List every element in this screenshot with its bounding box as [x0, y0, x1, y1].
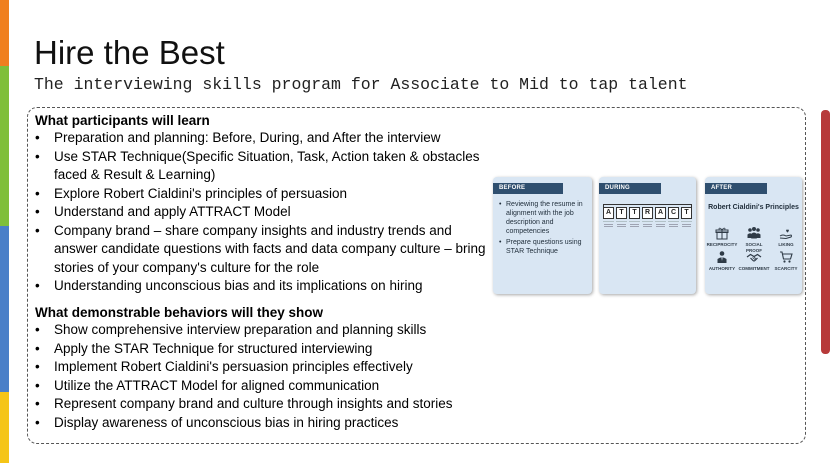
after-card[interactable]: [705, 177, 802, 294]
list-item: • Display awareness of unconscious bias in hiring practices: [35, 414, 490, 433]
after-card-tab: AFTER: [705, 183, 767, 194]
list-item: • Use STAR Technique(Specific Situation, Task, Action taken & obstacles faced & Result & Learning): [35, 148, 490, 185]
attract-caption-placeholder: [668, 221, 679, 232]
list-item: • Prepare questions using STAR Technique: [499, 238, 587, 256]
gift-icon: [714, 225, 730, 241]
learn-list: [35, 129, 490, 296]
like-hand-icon: [778, 225, 794, 241]
before-card[interactable]: [493, 177, 592, 294]
attract-caption-placeholder: [629, 221, 640, 232]
during-card[interactable]: [599, 177, 696, 294]
left-bar-yellow: [0, 392, 9, 463]
behaviors-list: [35, 321, 490, 432]
list-item: • Show comprehensive interview preparation and planning skills: [35, 321, 490, 340]
list-item: • Understand and apply ATTRACT Model: [35, 203, 490, 222]
behaviors-heading: What demonstrable behaviors will they show: [35, 305, 324, 320]
handshake-icon: [746, 249, 762, 265]
cart-icon: [778, 249, 794, 265]
attract-caption-placeholder: [603, 221, 614, 232]
principle-label: RECIPROCITY: [706, 242, 738, 247]
attract-caption-placeholder: [616, 221, 627, 232]
attract-caption-placeholder: [681, 221, 692, 232]
principle-commitment: [738, 249, 770, 272]
principle-label: AUTHORITY: [708, 266, 736, 271]
attract-letter: A: [655, 207, 666, 219]
slide-subtitle[interactable]: The interviewing skills program for Associate to Mid to tap talent: [34, 75, 688, 94]
left-bar-green: [0, 66, 9, 226]
before-card-tab: BEFORE: [493, 183, 563, 194]
left-bar-blue: [0, 226, 9, 392]
left-bar-orange: [0, 0, 9, 66]
attract-letter: R: [642, 207, 653, 219]
attract-letter: C: [668, 207, 679, 219]
list-item: • Represent company brand and culture through insights and stories: [35, 395, 490, 414]
cialdini-principles-title: Robert Cialdini's Principles: [708, 204, 799, 211]
attract-model-diagram: [603, 207, 692, 237]
list-item: • Understanding unconscious bias and its implications on hiring: [35, 277, 490, 296]
principle-label: LIKING: [778, 242, 794, 247]
authority-person-icon: [714, 249, 730, 265]
list-item: • Utilize the ATTRACT Model for aligned communication: [35, 377, 490, 396]
principle-authority: [706, 249, 738, 272]
attract-letter: A: [603, 207, 614, 219]
vertical-scrollbar-thumb[interactable]: [821, 110, 830, 354]
slide-title[interactable]: Hire the Best: [34, 34, 225, 71]
list-item: • Implement Robert Cialdini's persuasion principles effectively: [35, 358, 490, 377]
attract-caption-placeholder: [642, 221, 653, 232]
before-card-list: [499, 200, 587, 258]
learn-heading: What participants will learn: [35, 113, 210, 128]
list-item: • Preparation and planning: Before, During, and After the interview: [35, 129, 490, 148]
left-color-bar: [0, 0, 9, 463]
principle-label: SOCIAL PROOF: [745, 242, 763, 253]
list-item: • Reviewing the resume in alignment with the job description and competencies: [499, 200, 587, 236]
principle-liking: [770, 225, 802, 248]
principle-scarcity: [770, 249, 802, 272]
principle-label: COMMITMENT: [738, 266, 770, 271]
list-item: • Explore Robert Cialdini's principles of persuasion: [35, 185, 490, 204]
attract-letter: T: [616, 207, 627, 219]
people-icon: [746, 225, 762, 241]
list-item: • Company brand – share company insights and industry trends and answer candidate questions with facts and data company culture – bring stories of your company's culture for the role: [35, 222, 490, 278]
principle-reciprocity: [706, 225, 738, 248]
attract-letter: T: [629, 207, 640, 219]
principle-label: SCARCITY: [774, 266, 798, 271]
attract-caption-placeholder: [655, 221, 666, 232]
list-item: • Apply the STAR Technique for structured interviewing: [35, 340, 490, 359]
during-card-tab: DURING: [599, 183, 661, 194]
attract-letter: T: [681, 207, 692, 219]
